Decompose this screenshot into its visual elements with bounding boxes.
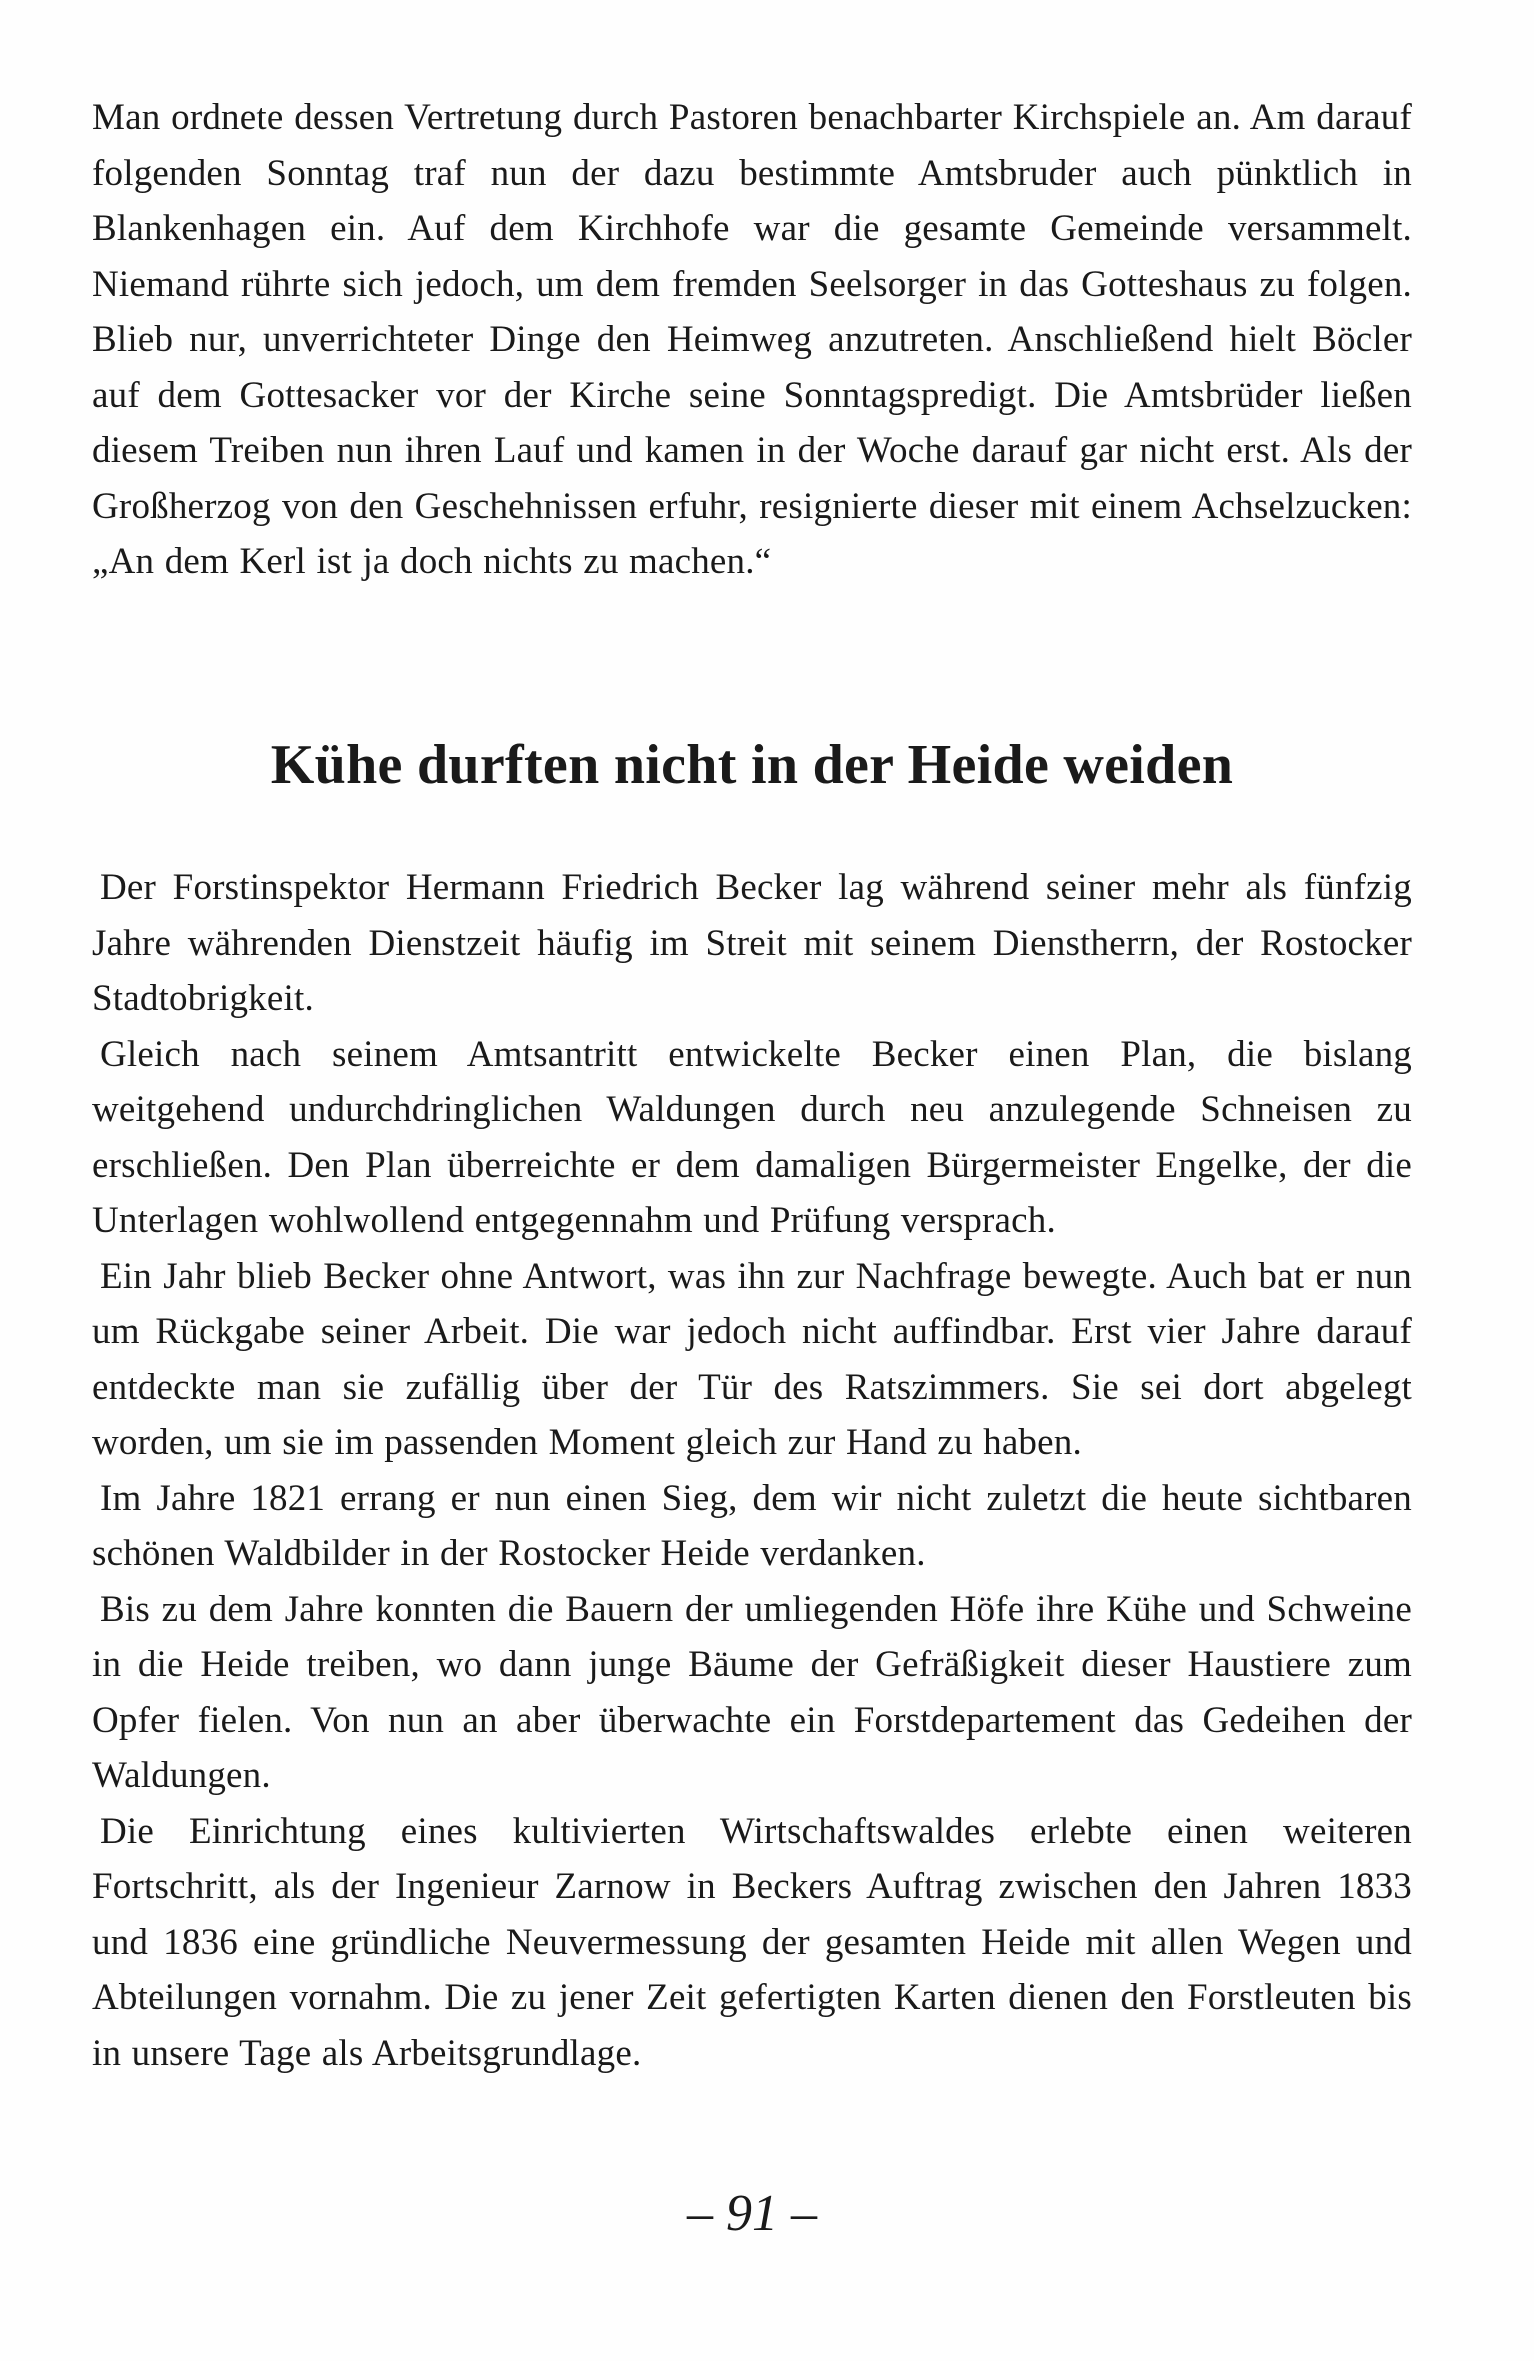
page-number: – 91 – xyxy=(687,2185,817,2242)
section-body xyxy=(92,860,1412,2081)
body-paragraph: Ein Jahr blieb Becker ohne Antwort, was ihn zur Nachfrage bewegte. Auch bat er nun um Rückgabe seiner Arbeit. Die war jedoch nicht auffindbar. Erst vier Jahre darauf entdeckte man sie zufällig über der Tür des Ratszimmers. Sie sei dort abgelegt worden, um sie im passenden Moment gleich zur Hand zu haben. xyxy=(92,1255,1412,1463)
section-heading: Kühe durften nicht in der Heide weiden xyxy=(270,734,1234,796)
intro-text xyxy=(92,90,1412,590)
body-paragraph: Die Einrichtung eines kultivierten Wirtschaftswaldes erlebte einen weiteren Fortschritt, als der Ingenieur Zarnow in Beckers Auftrag zwischen den Jahren 1833 und 1836 eine gründliche Neuvermessung der gesamten Heide mit allen Wegen und Abteilungen vornahm. Die zu jener Zeit gefertigten Karten dienen den Forstleuten bis in unsere Tage als Arbeitsgrundlage. xyxy=(92,1810,1412,2074)
body-paragraph: Gleich nach seinem Amtsantritt entwickelte Becker einen Plan, die bislang weitgehend undurchdringlichen Waldungen durch neu anzulegende Schneisen zu erschließen. Den Plan überreichte er dem damaligen Bürgermeister Engelke, der die Unterlagen wohlwollend entgegennahm und Prüfung versprach. xyxy=(92,1033,1412,1241)
body-paragraph: Im Jahre 1821 errang er nun einen Sieg, dem wir nicht zuletzt die heute sichtbaren schönen Waldbilder in der Rostocker Heide verdanken. xyxy=(92,1477,1412,1574)
body-paragraph: Der Forstinspektor Hermann Friedrich Becker lag während seiner mehr als fünfzig Jahre währenden Dienstzeit häufig im Streit mit seinem Dienstherrn, der Rostocker Stadtobrigkeit. xyxy=(92,867,1412,1019)
body-paragraph: Bis zu dem Jahre konnten die Bauern der umliegenden Höfe ihre Kühe und Schweine in die Heide treiben, wo dann junge Bäume der Gefräßigkeit dieser Haustiere zum Opfer fielen. Von nun an aber überwachte ein Forstdepartement das Gedeihen der Waldungen. xyxy=(92,1588,1412,1796)
intro-paragraph: Man ordnete dessen Vertretung durch Pastoren benachbarter Kirchspiele an. Am darauf folgenden Sonntag traf nun der dazu bestimmte Amtsbruder auch pünktlich in Blankenhagen ein. Auf dem Kirchhofe war die gesamte Gemeinde versammelt. Niemand rührte sich jedoch, um dem fremden Seelsorger in das Gotteshaus zu folgen. Blieb nur, unverrichteter Dinge den Heimweg anzutreten. Anschließend hielt Böcler auf dem Gottesacker vor der Kirche seine Sonntagspredigt. Die Amtsbrüder ließen diesem Treiben nun ihren Lauf und kamen in der Woche darauf gar nicht erst. Als der Großherzog von den Geschehnissen erfuhr, resignierte dieser mit einem Achselzucken: „An dem Kerl ist ja doch nichts zu machen.“ xyxy=(92,97,1412,582)
